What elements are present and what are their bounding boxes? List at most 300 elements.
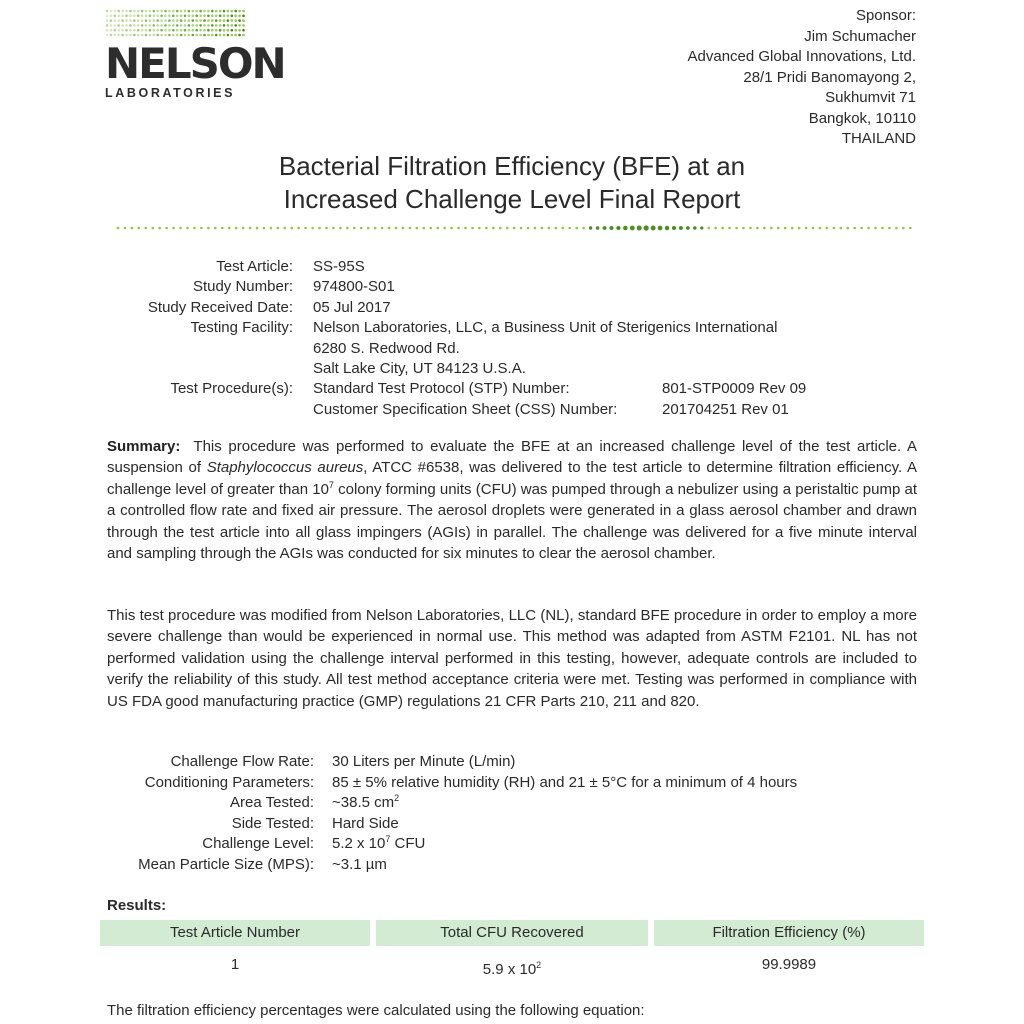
dotted-divider: [115, 222, 915, 234]
header-test-article: Test Article Number: [100, 920, 370, 946]
logo-dot: [110, 19, 113, 22]
header-efficiency: Filtration Efficiency (%): [654, 920, 924, 946]
logo-dot: [133, 29, 136, 32]
logo-dot: [129, 10, 132, 13]
divider-dot: [478, 227, 481, 230]
logo-dot: [121, 29, 124, 32]
logo-dot: [199, 19, 202, 22]
logo-dot: [141, 29, 144, 32]
divider-dot: [360, 227, 363, 230]
divider-dot: [158, 227, 161, 230]
divider-dot: [881, 227, 884, 230]
logo-dot: [133, 10, 136, 13]
logo-dot: [110, 29, 113, 32]
logo-dots-graphic: [105, 8, 247, 40]
divider-dot: [485, 227, 488, 230]
logo-dot: [168, 24, 171, 27]
logo-dot: [199, 15, 202, 18]
logo-dot: [125, 15, 128, 18]
title-line-1: Bacterial Filtration Efficiency (BFE) at an: [278, 151, 746, 181]
divider-dot: [388, 227, 391, 230]
divider-dot: [700, 226, 703, 229]
divider-dot: [846, 227, 849, 230]
cell-article-number: 1: [230, 956, 240, 973]
logo-dot: [149, 10, 152, 13]
divider-dot: [784, 227, 787, 230]
divider-dot: [471, 227, 474, 230]
logo-dot: [234, 29, 237, 32]
logo-dot: [153, 24, 156, 27]
divider-dot: [353, 227, 356, 230]
summary-text-a: This procedure was performed to evaluate the BFE at an increased challenge level of the test article. A suspension of: [107, 438, 917, 477]
divider-dot: [616, 226, 620, 230]
logo-dot: [160, 19, 163, 22]
results-heading: Results:: [107, 897, 167, 914]
logo-dot: [137, 19, 140, 22]
logo-dot: [149, 15, 152, 18]
logo-dot: [145, 19, 148, 22]
logo-dot: [215, 34, 218, 37]
logo-dot: [137, 10, 140, 13]
logo-dot: [223, 34, 226, 37]
logo-dot: [176, 10, 179, 13]
level-exponent: 7: [385, 834, 391, 845]
results-header-row: [100, 920, 924, 946]
logo-dot: [168, 10, 171, 13]
divider-dot: [332, 227, 335, 230]
logo-dot: [195, 29, 198, 32]
divider-dot: [805, 227, 808, 230]
divider-dot: [131, 227, 134, 230]
logo-dot: [125, 10, 128, 13]
divider-dot: [339, 227, 342, 230]
logo-dot: [180, 19, 183, 22]
logo-dot: [184, 34, 187, 37]
divider-dot: [221, 227, 224, 230]
logo-dot: [188, 15, 191, 18]
divider-dot: [672, 226, 676, 230]
divider-dot: [658, 226, 663, 231]
logo-dot: [153, 10, 156, 13]
summary-paragraph: [107, 436, 917, 564]
logo-dot: [156, 24, 159, 27]
logo-dot: [117, 19, 120, 22]
divider-dot: [541, 227, 544, 230]
divider-dot: [812, 227, 815, 230]
divider-dot: [707, 227, 710, 230]
testing-facility-label: Testing Facility:: [190, 319, 293, 337]
logo-dot: [215, 10, 218, 13]
logo-dot: [149, 34, 152, 37]
logo-dot: [180, 24, 183, 27]
logo-dot: [121, 19, 124, 22]
divider-dot: [575, 227, 578, 230]
divider-dot: [249, 227, 252, 230]
logo-dot: [199, 10, 202, 13]
cfu-text: 5.9 x 10: [482, 961, 537, 978]
logo-dot: [231, 34, 234, 37]
divider-dot: [284, 227, 287, 230]
logo-dot: [153, 19, 156, 22]
logo-dot: [231, 15, 234, 18]
logo-dot: [203, 24, 206, 27]
divider-dot: [833, 227, 836, 230]
divider-dot: [193, 227, 196, 230]
logo-dot: [219, 19, 222, 22]
nelson-logo: [105, 8, 285, 100]
logo-dot: [219, 34, 222, 37]
logo-dot: [160, 15, 163, 18]
logo-dot: [168, 29, 171, 32]
divider-dot: [902, 227, 905, 230]
logo-dot: [215, 24, 218, 27]
method-paragraph: This test procedure was modified from Nelson Laboratories, LLC (NL), standard BFE procedure in order to employ a more severe challenge than would be experienced in normal use. This method was adapted from ASTM F2101. NL has not performed validation using the challenge interval performed in this testing, however, adequate controls are included to verify the reliability of this study. All test method acceptance criteria were met. Testing was performed in compliance with US FDA good manufacturing practice (GMP) regulations 21 CFR Parts 210, 211 and 820.: [107, 607, 917, 710]
logo-dot: [141, 15, 144, 18]
logo-dot: [207, 10, 210, 13]
logo-dot: [238, 34, 241, 37]
facility-line-1: Nelson Laboratories, LLC, a Business Unit of Sterigenics International: [313, 319, 778, 337]
cell-total-cfu: [376, 955, 648, 980]
divider-dot: [609, 226, 613, 230]
logo-dot: [188, 34, 191, 37]
received-date-label: Study Received Date:: [147, 298, 293, 316]
challenge-level-value: [332, 834, 425, 855]
logo-dot: [176, 15, 179, 18]
logo-dot: [156, 15, 159, 18]
logo-dot: [164, 29, 167, 32]
logo-dot: [172, 24, 175, 27]
facility-line-2: 6280 S. Redwood Rd.: [313, 339, 460, 357]
logo-dot: [207, 24, 210, 27]
results-table: [100, 920, 924, 980]
logo-dot: [172, 15, 175, 18]
test-article-label: Test Article:: [216, 258, 293, 275]
study-number-value: 974800-S01: [313, 278, 395, 296]
logo-dot: [211, 24, 214, 27]
divider-dot: [742, 227, 745, 230]
divider-dot: [179, 227, 182, 230]
logo-dot: [114, 10, 117, 13]
divider-dot: [270, 227, 273, 230]
logo-dot: [145, 29, 148, 32]
logo-dot: [168, 15, 171, 18]
logo-dot: [153, 34, 156, 37]
logo-dot: [137, 34, 140, 37]
stp-value: 801-STP0009 Rev 09: [662, 380, 807, 398]
sponsor-line: Advanced Global Innovations, Ltd.: [687, 48, 916, 65]
divider-dot: [534, 227, 537, 230]
logo-dot: [117, 29, 120, 32]
logo-dot: [231, 29, 234, 32]
logo-dot: [184, 10, 187, 13]
logo-dot: [133, 19, 136, 22]
logo-dot: [219, 15, 222, 18]
summary-exponent: 7: [328, 479, 334, 490]
divider-dot: [395, 227, 398, 230]
divider-dot: [895, 227, 898, 230]
logo-dot: [117, 10, 120, 13]
divider-dot: [450, 227, 453, 230]
divider-dot: [714, 227, 717, 230]
logo-name: NELSON: [105, 39, 285, 88]
conditioning-value: 85 ± 5% relative humidity (RH) and 21 ± 5°C for a minimum of 4 hours: [332, 773, 798, 791]
divider-dot: [527, 227, 530, 230]
logo-dot: [242, 19, 245, 22]
test-article-value: SS-95S: [313, 258, 365, 275]
logo-dot: [207, 29, 210, 32]
divider-dot: [464, 227, 467, 230]
logo-dot: [114, 29, 117, 32]
logo-dot: [125, 19, 128, 22]
divider-dot: [888, 227, 891, 230]
cell-efficiency: 99.9989: [761, 956, 817, 973]
challenge-level-label: Challenge Level:: [202, 835, 314, 853]
divider-dot: [429, 227, 432, 230]
logo-dot: [176, 29, 179, 32]
mps-label: Mean Particle Size (MPS):: [138, 855, 314, 873]
divider-dot: [819, 227, 822, 230]
logo-dot: [164, 19, 167, 22]
summary-text-b: , ATCC #6538, was delivered to the test article to determine filtration efficiency. A challenge level of greater than 10: [107, 459, 917, 498]
logo-dot: [199, 29, 202, 32]
logo-dot: [215, 29, 218, 32]
logo-dot: [199, 34, 202, 37]
logo-dot: [207, 34, 210, 37]
logo-dot: [129, 29, 132, 32]
logo-dot: [106, 10, 109, 13]
logo-dot: [234, 15, 237, 18]
logo-dot: [145, 15, 148, 18]
logo-dot: [184, 29, 187, 32]
divider-dot: [513, 227, 516, 230]
logo-dot: [231, 24, 234, 27]
sponsor-line: THAILAND: [841, 130, 916, 147]
sponsor-label: Sponsor:: [855, 7, 916, 24]
divider-dot: [436, 227, 439, 230]
logo-dot: [156, 34, 159, 37]
divider-dot: [562, 227, 565, 230]
divider-dot: [117, 227, 120, 230]
mps-value: ~3.1 µm: [332, 855, 387, 873]
equation-intro: The filtration efficiency percentages were calculated using the following equation:: [107, 1002, 645, 1019]
divider-dot: [756, 227, 759, 230]
logo-dot: [117, 34, 120, 37]
logo-dot: [141, 24, 144, 27]
divider-dot: [325, 227, 328, 230]
logo-dot: [160, 10, 163, 13]
divider-dot: [381, 227, 384, 230]
logo-dot: [238, 10, 241, 13]
logo-dot: [215, 15, 218, 18]
logo-dot: [160, 29, 163, 32]
logo-dot: [192, 19, 195, 22]
divider-dot: [172, 227, 175, 230]
logo-dot: [195, 34, 198, 37]
logo-dot: [234, 24, 237, 27]
divider-dot: [416, 227, 419, 230]
divider-dot: [874, 227, 877, 230]
logo-dot: [121, 10, 124, 13]
divider-dot: [909, 227, 912, 230]
logo-dot: [172, 19, 175, 22]
logo-dot: [125, 24, 128, 27]
divider-dot: [367, 227, 370, 230]
divider-dot: [228, 227, 231, 230]
divider-dot: [623, 226, 628, 231]
divider-dot: [840, 227, 843, 230]
divider-dot: [853, 227, 856, 230]
logo-dot: [242, 10, 245, 13]
logo-dot: [227, 19, 230, 22]
sponsor-line: Jim Schumacher: [804, 27, 916, 45]
logo-dot: [180, 15, 183, 18]
logo-dot: [192, 29, 195, 32]
divider-dot: [506, 227, 509, 230]
divider-dot: [630, 226, 635, 231]
logo-dot: [110, 15, 113, 18]
logo-dot: [106, 34, 109, 37]
logo-dot: [114, 19, 117, 22]
logo-dot: [133, 15, 136, 18]
logo-dot: [141, 19, 144, 22]
divider-dot: [499, 227, 502, 230]
divider-dot: [297, 227, 300, 230]
logo-subtitle: LABORATORIES: [105, 86, 236, 100]
received-date-value: 05 Jul 2017: [313, 298, 391, 316]
divider-dot: [409, 227, 412, 230]
logo-dot: [110, 10, 113, 13]
study-number-label: Study Number:: [192, 278, 293, 296]
logo-dot: [223, 15, 226, 18]
sponsor-block: [688, 6, 917, 150]
logo-dot: [160, 34, 163, 37]
sponsor-line: Sukhumvit 71: [825, 89, 916, 106]
divider-dot: [318, 227, 321, 230]
logo-dot: [156, 10, 159, 13]
logo-dot: [188, 10, 191, 13]
logo-dot: [219, 24, 222, 27]
logo-dot: [141, 10, 144, 13]
summary-text-c: colony forming units (CFU) was pumped through a nebulizer using a peristaltic pump at a controlled flow rate and fixed air pressure. The aerosol droplets were generated in a glass aerosol chamber and drawn through the test article into all glass impingers (AGIs) in parallel. The challenge was delivered for a five minute interval and sampling through the AGIs was conducted for six minutes to clear the aerosol chamber.: [107, 480, 917, 563]
logo-dot: [121, 15, 124, 18]
divider-dot: [728, 227, 731, 230]
divider-dot: [186, 227, 189, 230]
divider-dot: [256, 227, 259, 230]
conditioning-label: Conditioning Parameters:: [144, 773, 314, 791]
divider-dot: [637, 225, 642, 230]
logo-dot: [223, 19, 226, 22]
divider-dot: [165, 227, 168, 230]
divider-dot: [124, 227, 127, 230]
cfu-exponent: 2: [536, 960, 542, 970]
logo-dot: [227, 34, 230, 37]
logo-dot: [180, 29, 183, 32]
logo-dot: [227, 10, 230, 13]
divider-dot: [263, 227, 266, 230]
logo-dot: [211, 10, 214, 13]
logo-dot: [184, 19, 187, 22]
logo-dot: [203, 19, 206, 22]
logo-dot: [188, 29, 191, 32]
logo-dot: [238, 19, 241, 22]
header-total-cfu: Total CFU Recovered: [376, 920, 648, 946]
css-label: Customer Specification Sheet (CSS) Number:: [313, 400, 618, 418]
logo-dot: [231, 10, 234, 13]
logo-dot: [238, 24, 241, 27]
divider-dot: [548, 227, 551, 230]
divider-dot: [679, 226, 683, 230]
area-tested-label: Area Tested:: [230, 794, 314, 812]
logo-dot: [106, 24, 109, 27]
logo-dot: [207, 19, 210, 22]
divider-dot: [693, 226, 697, 230]
logo-dot: [149, 19, 152, 22]
logo-dot: [106, 29, 109, 32]
area-tested-value: [332, 793, 399, 814]
logo-dot: [219, 29, 222, 32]
divider-dot: [311, 227, 314, 230]
divider-dot: [791, 227, 794, 230]
logo-dot: [219, 10, 222, 13]
divider-dot: [596, 226, 600, 230]
divider-dot: [721, 227, 724, 230]
divider-dot: [443, 227, 446, 230]
logo-dot: [117, 15, 120, 18]
logo-dot: [172, 10, 175, 13]
level-unit: CFU: [390, 835, 426, 853]
divider-dot: [555, 227, 558, 230]
logo-dot: [156, 29, 159, 32]
logo-dot: [227, 24, 230, 27]
divider-dot: [798, 227, 801, 230]
logo-dot: [160, 24, 163, 27]
logo-dot: [211, 29, 214, 32]
divider-dot: [402, 227, 405, 230]
logo-dot: [156, 19, 159, 22]
logo-dot: [114, 15, 117, 18]
logo-dot: [195, 15, 198, 18]
logo-dot: [149, 29, 152, 32]
logo-dot: [192, 34, 195, 37]
divider-dot: [214, 227, 217, 230]
divider-dot: [665, 226, 669, 230]
divider-dot: [644, 225, 649, 230]
logo-dot: [195, 19, 198, 22]
logo-dot: [192, 15, 195, 18]
divider-dot: [346, 227, 349, 230]
logo-dot: [203, 29, 206, 32]
logo-dot: [125, 34, 128, 37]
logo-dot: [129, 19, 132, 22]
logo-dot: [234, 10, 237, 13]
logo-dot: [180, 10, 183, 13]
title-line-2: Increased Challenge Level Final Report: [283, 184, 741, 214]
side-tested-label: Side Tested:: [231, 814, 314, 832]
divider-dot: [735, 227, 738, 230]
logo-dot: [164, 24, 167, 27]
logo-dot: [234, 19, 237, 22]
divider-dot: [867, 227, 870, 230]
logo-dot: [223, 29, 226, 32]
species-name: Staphylococcus aureus: [206, 459, 364, 477]
divider-dot: [603, 226, 607, 230]
logo-dot: [129, 15, 132, 18]
divider-dot: [290, 227, 293, 230]
logo-dot: [192, 10, 195, 13]
divider-dot: [138, 227, 141, 230]
logo-dot: [114, 24, 117, 27]
area-value-text: ~38.5 cm: [332, 794, 395, 812]
